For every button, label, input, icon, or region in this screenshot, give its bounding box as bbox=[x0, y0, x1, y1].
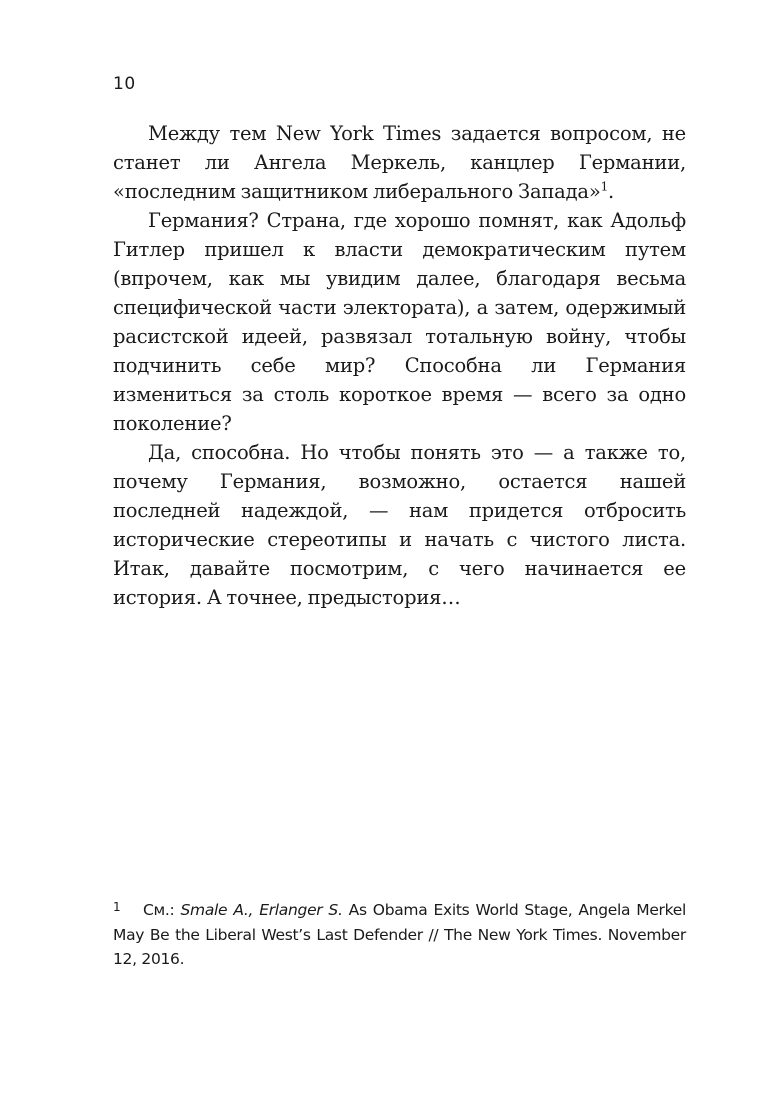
paragraph-1-ending: . bbox=[608, 180, 615, 203]
paragraph-1 bbox=[113, 119, 686, 206]
page-number: 10 bbox=[113, 74, 136, 94]
footnote-citation: As Obama Exits World Stage, Angela Merkel May Be the Liberal West’s Last Defender // The New York Times. November 12, 2016. bbox=[113, 901, 686, 968]
footnote-text bbox=[113, 898, 686, 972]
footnote-reference: 1 bbox=[600, 179, 609, 194]
footnote bbox=[113, 898, 686, 972]
footnote-prefix: См.: bbox=[143, 901, 181, 919]
paragraph-2: Германия? Страна, где хорошо помнят, как Адольф Гитлер пришел к власти демократическим путем (впрочем, как мы увидим далее, благодаря весьма специфической части электората), а затем, одержимый расистской идеей, развязал тотальную войну, чтобы подчинить себе мир? Способна ли Германия измениться за столь короткое время — всего за одно поколение? bbox=[113, 209, 686, 435]
main-text bbox=[113, 119, 686, 612]
paragraph-1-text: Между тем New York Times задается вопросом, не станет ли Ангела Меркель, канцлер Германии, «последним защитником либерального Запада» bbox=[113, 122, 686, 203]
footnote-mark: 1 bbox=[113, 900, 121, 914]
footnote-authors: Smale A., Erlanger S. bbox=[180, 901, 343, 919]
paragraph-3: Да, способна. Но чтобы понять это — а также то, почему Германия, возможно, остается нашей последней надеждой, — нам придется отбросить исторические стереотипы и начать с чистого листа. Итак, давайте посмотрим, с чего начинается ее история. А точнее, предыстория… bbox=[113, 441, 686, 609]
